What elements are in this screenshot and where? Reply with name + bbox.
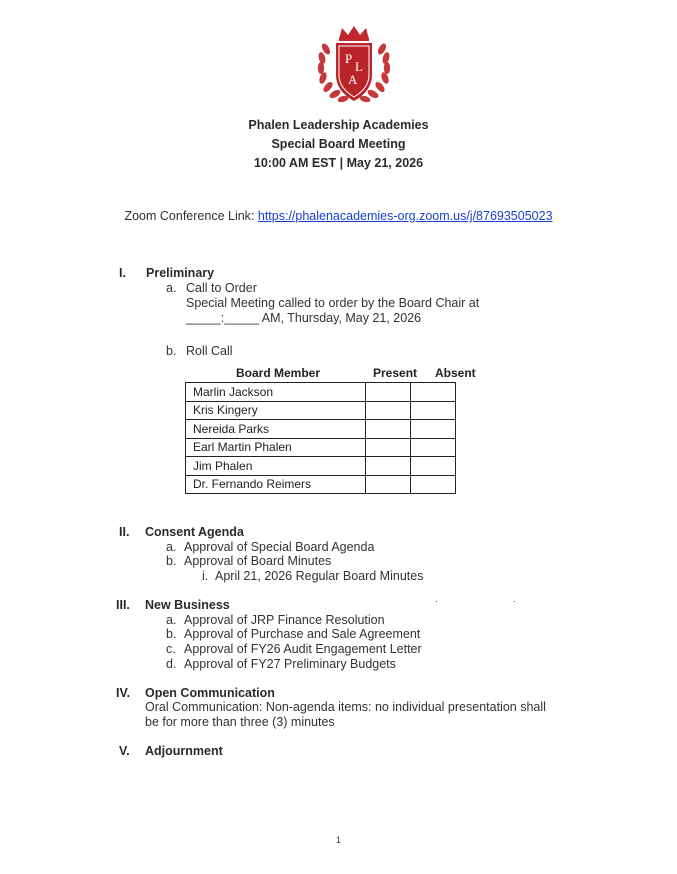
meeting-datetime: 10:00 AM EST | May 21, 2026	[253, 156, 424, 170]
absent-cell	[411, 383, 456, 402]
section-2-title: Consent Agenda	[145, 525, 244, 539]
item-3a-letter: a.	[166, 613, 177, 627]
stray-mark	[436, 601, 437, 602]
roll-header-member: Board Member	[236, 366, 321, 380]
absent-cell	[411, 420, 456, 439]
roll-call-table	[185, 382, 456, 494]
section-4-title: Open Communication	[145, 686, 275, 700]
roll-row	[186, 420, 456, 439]
pla-logo	[312, 25, 396, 109]
page-number: 1	[335, 835, 341, 845]
section-3-title: New Business	[145, 598, 230, 612]
section-4-line1: Oral Communication: Non-agenda items: no individual presentation shall	[145, 700, 546, 714]
item-3b-text: Approval of Purchase and Sale Agreement	[184, 627, 421, 641]
stray-mark	[514, 601, 515, 602]
section-1-title: Preliminary	[146, 266, 215, 280]
item-1a-line2: _____:_____ AM, Thursday, May 21, 2026	[186, 311, 422, 325]
roll-row	[186, 438, 456, 457]
item-1a-letter: a.	[166, 281, 177, 295]
absent-cell	[411, 475, 456, 494]
present-cell	[366, 420, 411, 439]
logo-letter-l: L	[355, 59, 363, 74]
item-2b-letter: b.	[166, 554, 177, 568]
section-1-number: I.	[119, 266, 126, 280]
section-5-title: Adjournment	[145, 744, 223, 758]
roll-row	[186, 401, 456, 420]
present-cell	[366, 401, 411, 420]
roll-row	[186, 457, 456, 476]
section-2-number: II.	[119, 525, 130, 539]
roll-member-name: Jim Phalen	[186, 457, 366, 476]
item-1a-title: Call to Order	[186, 281, 257, 295]
absent-cell	[411, 401, 456, 420]
crown-icon	[339, 26, 369, 39]
present-cell	[366, 383, 411, 402]
item-3c-letter: c.	[166, 642, 176, 656]
item-2a-letter: a.	[166, 540, 177, 554]
present-cell	[366, 475, 411, 494]
zoom-link[interactable]: https://phalenacademies-org.zoom.us/j/87693505023	[257, 209, 553, 223]
item-1a-line1: Special Meeting called to order by the Board Chair at	[186, 296, 480, 310]
item-1b-title: Roll Call	[186, 344, 233, 358]
roll-row	[186, 475, 456, 494]
present-cell	[366, 438, 411, 457]
section-4-line2: be for more than three (3) minutes	[145, 715, 335, 729]
roll-member-name: Earl Martin Phalen	[186, 438, 366, 457]
section-5-number: V.	[119, 744, 130, 758]
roll-header-present: Present	[373, 366, 418, 380]
absent-cell	[411, 438, 456, 457]
roll-member-name: Marlin Jackson	[186, 383, 366, 402]
item-3d-text: Approval of FY27 Preliminary Budgets	[184, 657, 396, 671]
item-3b-letter: b.	[166, 627, 177, 641]
meeting-title: Special Board Meeting	[271, 137, 406, 151]
roll-row	[186, 383, 456, 402]
zoom-label: Zoom Conference Link:	[124, 209, 258, 223]
logo-letter-p: P	[345, 51, 353, 66]
org-name: Phalen Leadership Academies	[248, 118, 429, 132]
absent-cell	[411, 457, 456, 476]
roll-member-name: Nereida Parks	[186, 420, 366, 439]
item-2a-text: Approval of Special Board Agenda	[184, 540, 375, 554]
section-3-number: III.	[116, 598, 130, 612]
item-3c-text: Approval of FY26 Audit Engagement Letter	[184, 642, 422, 656]
roll-member-name: Kris Kingery	[186, 401, 366, 420]
logo-letter-a: A	[348, 72, 358, 87]
item-3a-text: Approval of JRP Finance Resolution	[184, 613, 385, 627]
roll-member-name: Dr. Fernando Reimers	[186, 475, 366, 494]
present-cell	[366, 457, 411, 476]
item-2b-i-letter: i.	[202, 569, 209, 583]
roll-header-absent: Absent	[435, 366, 476, 380]
item-2b-text: Approval of Board Minutes	[184, 554, 332, 568]
item-1b-letter: b.	[166, 344, 177, 358]
item-3d-letter: d.	[166, 657, 177, 671]
zoom-line	[0, 209, 677, 223]
section-4-number: IV.	[116, 686, 131, 700]
item-2b-i-text: April 21, 2026 Regular Board Minutes	[215, 569, 424, 583]
